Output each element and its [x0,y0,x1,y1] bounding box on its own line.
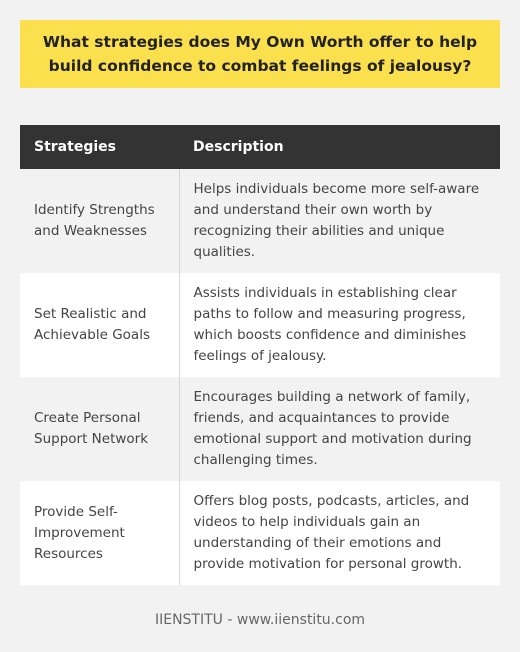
table-header-row [20,125,500,169]
footer-credit: IIENSTITU - www.iienstitu.com [154,612,366,628]
description-cell: Assists individuals in establishing clear paths to follow and measuring progress, which boosts confidence and diminishes feelings of jealousy. [179,273,500,377]
table-row [20,273,500,377]
strategies-table [20,125,500,585]
strategy-cell: Provide Self-Improvement Resources [20,481,179,585]
strategy-cell: Set Realistic and Achievable Goals [20,273,179,377]
description-cell: Offers blog posts, podcasts, articles, and videos to help individuals gain an understanding of their emotions and provide motivation for personal growth. [179,481,500,585]
header-strategies: Strategies [20,125,179,169]
table-row [20,169,500,273]
header-description: Description [179,125,500,169]
description-cell: Encourages building a network of family, friends, and acquaintances to provide emotional support and motivation during challenging times. [179,377,500,481]
title-banner [20,20,500,88]
strategy-cell: Create Personal Support Network [20,377,179,481]
page-title: What strategies does My Own Worth offer to help build confidence to combat feelings of jealousy? [42,33,478,75]
table-row [20,481,500,585]
description-cell: Helps individuals become more self-aware and understand their own worth by recognizing their abilities and unique qualities. [179,169,500,273]
strategy-cell: Identify Strengths and Weaknesses [20,169,179,273]
table-row [20,377,500,481]
